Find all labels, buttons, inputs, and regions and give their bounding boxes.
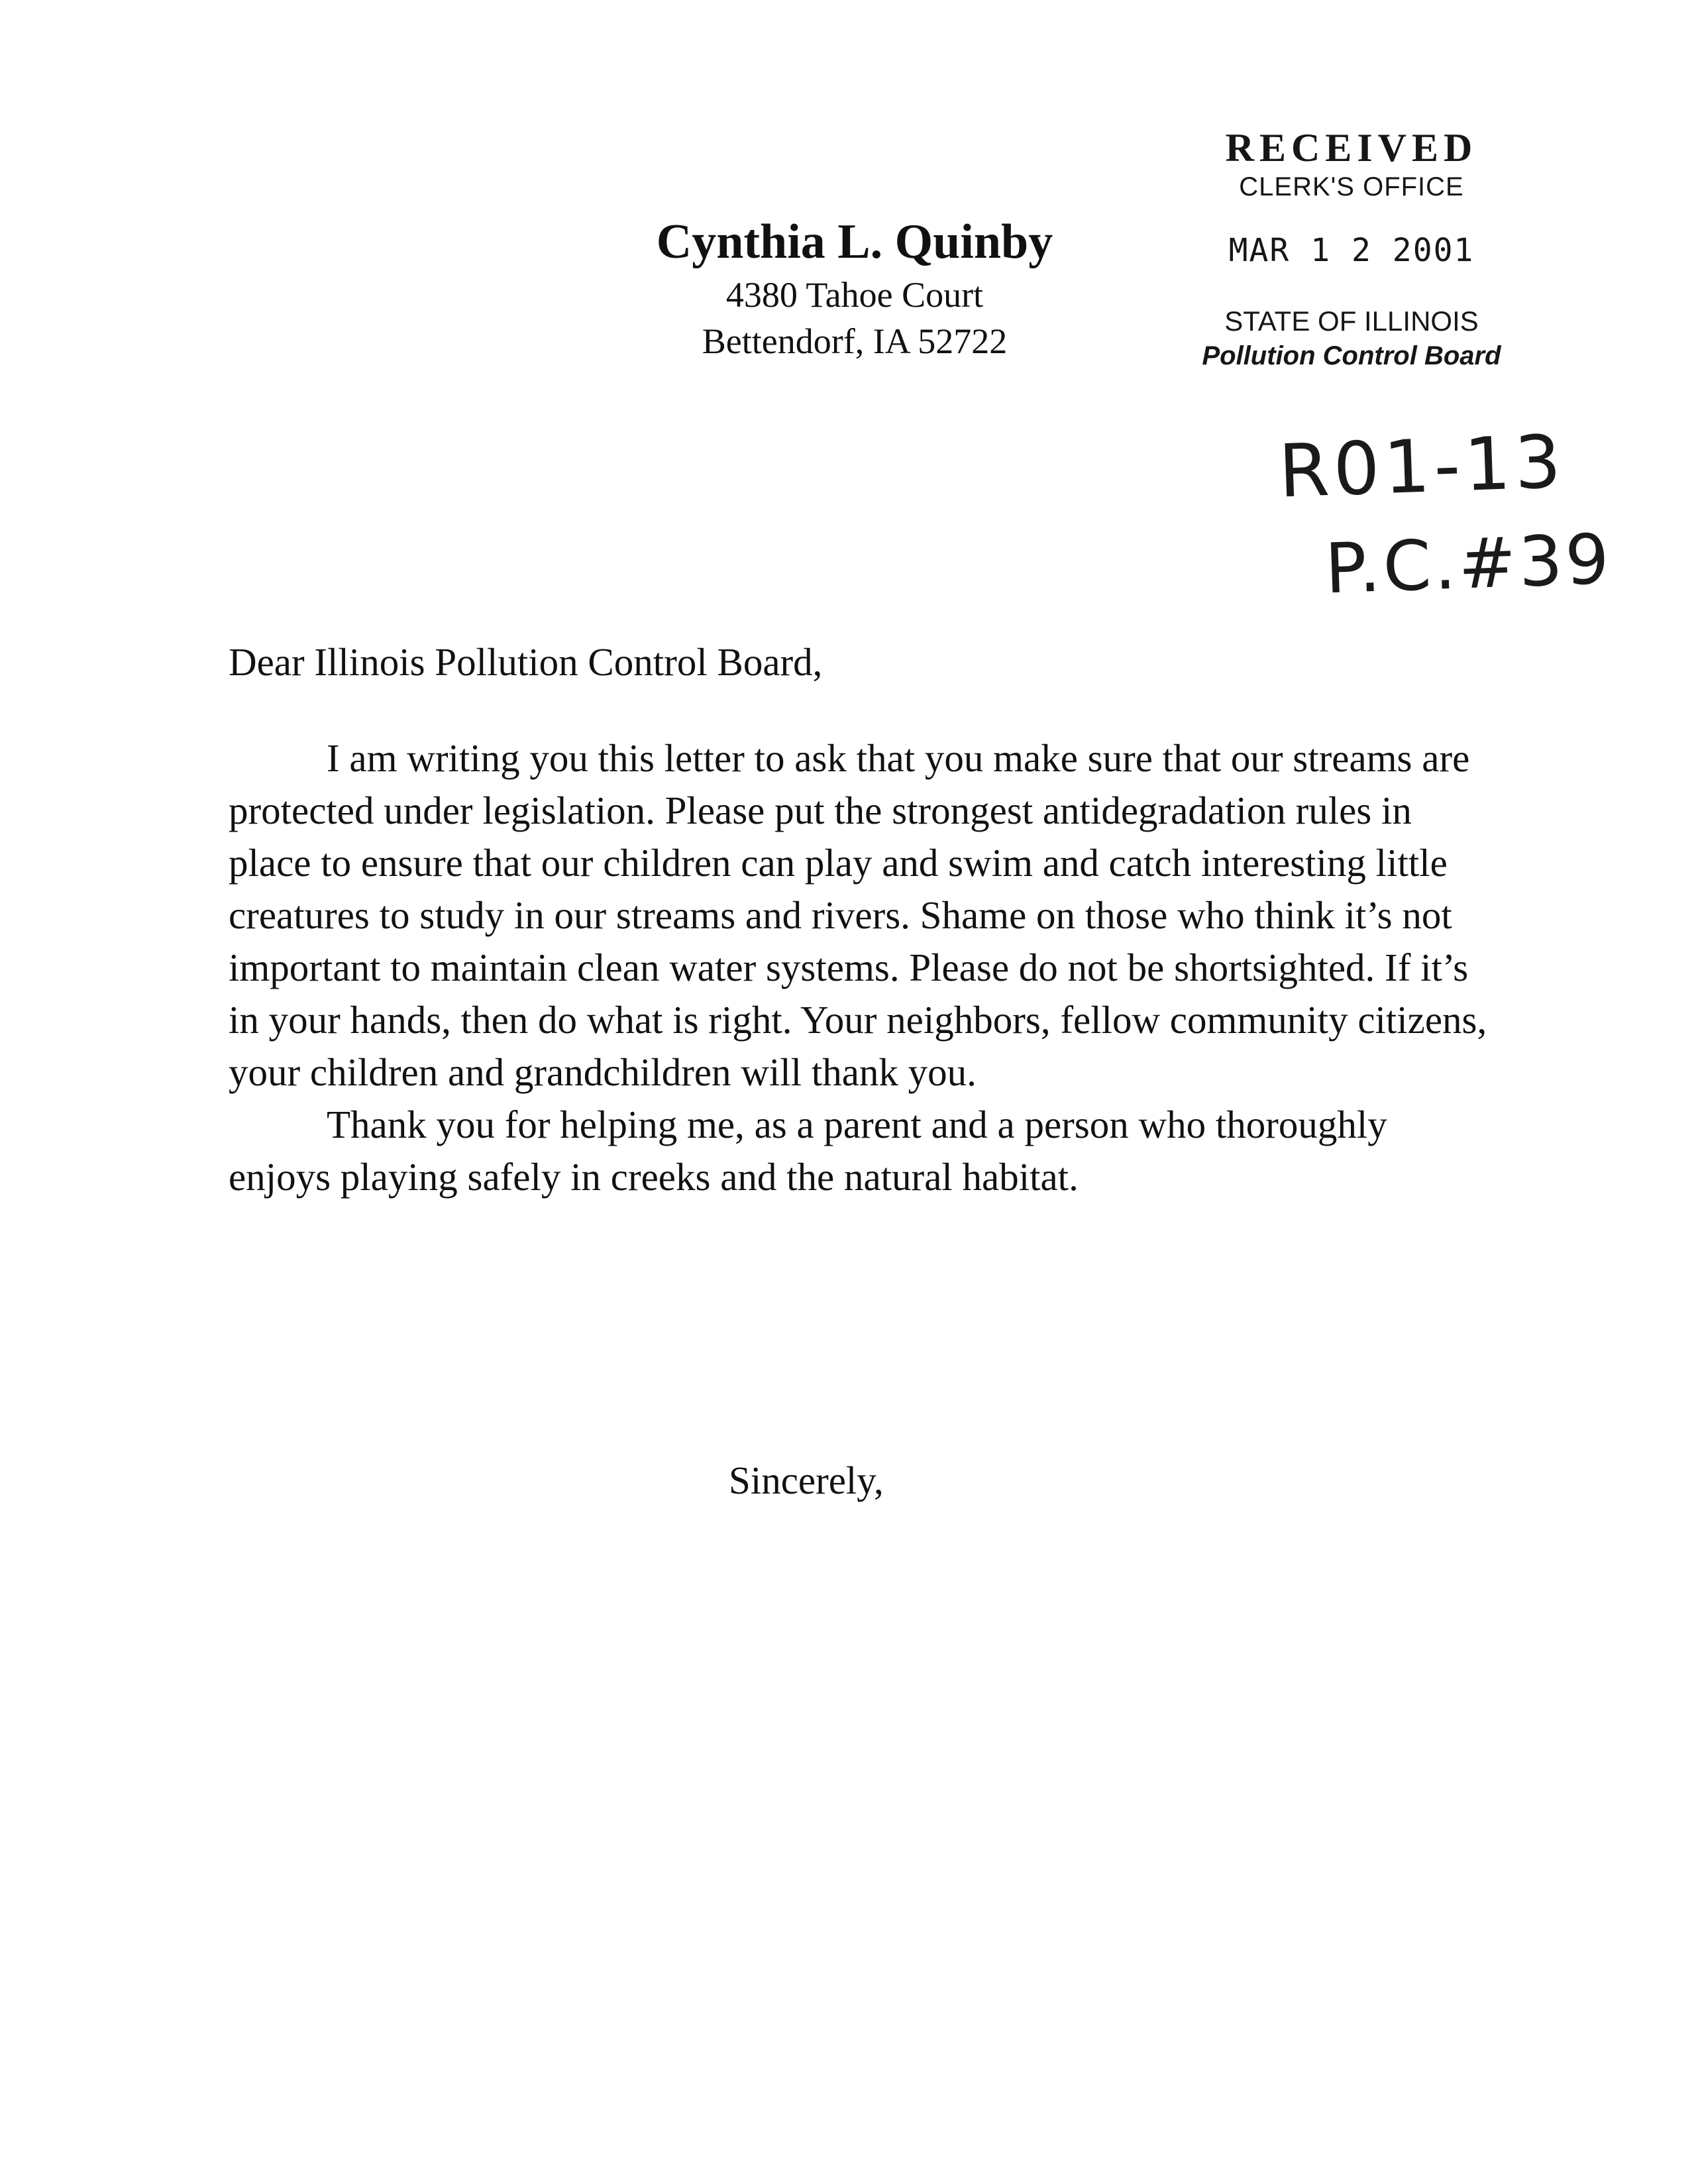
body-paragraph-1: I am writing you this letter to ask that you make sure that our streams are protected under legislation. Please put the strongest antidegradation rules in place to ensure that our children can play and swim and catch interesting little creatures to study in our streams and rivers. Shame on those who think it’s not important to maintain clean water systems. Please do not be shortsighted. If it’s in your hands, then do what is right. Your neighbors, fellow community citizens, your children and grandchildren will thank you. <box>229 736 1487 1094</box>
stamp-office-label: CLERK'S OFFICE <box>1239 172 1464 201</box>
handwritten-pc-number: P.C.#39 <box>1324 518 1613 610</box>
closing: Sincerely, <box>729 1458 884 1502</box>
sender-name: Cynthia L. Quinby <box>656 215 1053 269</box>
stamp-date: MAR 1 2 2001 <box>1228 232 1475 269</box>
sender-address-line1: 4380 Tahoe Court <box>725 275 984 315</box>
letter-body <box>229 636 1487 1203</box>
stamp-board-label: Pollution Control Board <box>1202 341 1501 370</box>
sender-address-line2: Bettendorf, IA 52722 <box>702 321 1008 361</box>
stamp-received-label: RECEIVED <box>1225 126 1478 170</box>
handwritten-docket-number: R01-13 <box>1277 419 1567 514</box>
body-paragraph-2: Thank you for helping me, as a parent and a person who thoroughly enjoys playing safely in creeks and the natural habitat. <box>229 1103 1387 1199</box>
received-stamp <box>1153 126 1550 372</box>
letterhead <box>583 212 1126 364</box>
stamp-state-label: STATE OF ILLINOIS <box>1224 305 1479 337</box>
salutation: Dear Illinois Pollution Control Board, <box>229 640 823 684</box>
